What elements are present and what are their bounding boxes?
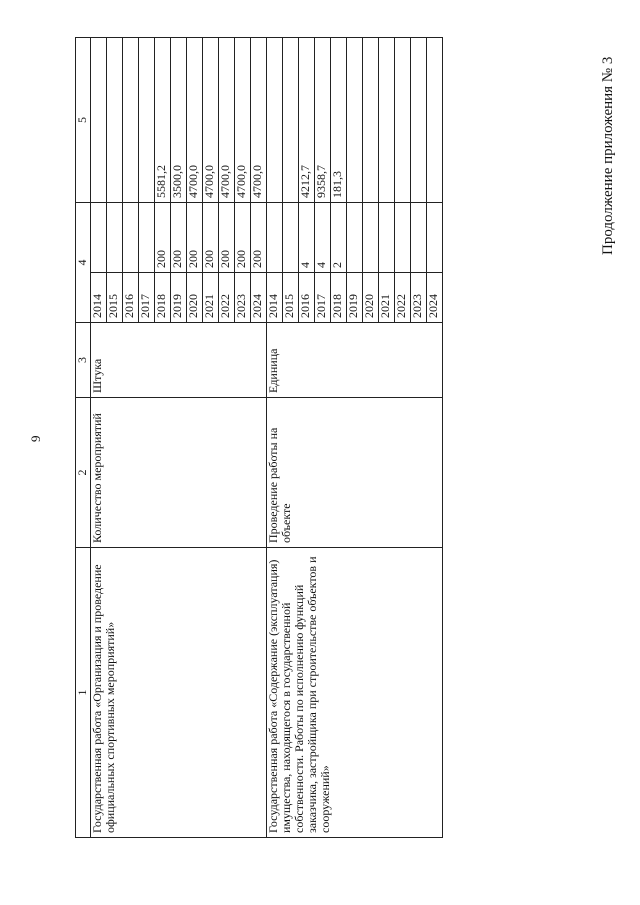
value-cell [347, 203, 363, 273]
year-cell: 2019 [347, 273, 363, 323]
year-cell: 2020 [363, 273, 379, 323]
data-table [75, 37, 443, 838]
amount-cell [347, 38, 363, 203]
year-cell: 2022 [395, 273, 411, 323]
table-row [267, 38, 283, 838]
value-cell: 200 [171, 203, 187, 273]
value-cell: 200 [155, 203, 171, 273]
appendix-caption: Продолжение приложения № 3 [600, 56, 616, 255]
year-cell: 2016 [123, 273, 139, 323]
header-col-2: 2 [76, 398, 91, 548]
amount-cell [427, 38, 443, 203]
year-cell: 2023 [235, 273, 251, 323]
year-cell: 2020 [187, 273, 203, 323]
amount-cell: 5581,2 [155, 38, 171, 203]
work-name-cell: Государственная работа «Организация и проведение официальных спортивных мероприятий» [91, 548, 267, 838]
value-cell [427, 203, 443, 273]
year-cell: 2017 [315, 273, 331, 323]
year-cell: 2015 [283, 273, 299, 323]
year-cell: 2022 [219, 273, 235, 323]
value-cell [139, 203, 155, 273]
year-cell: 2021 [203, 273, 219, 323]
value-cell [123, 203, 139, 273]
amount-cell [107, 38, 123, 203]
value-cell: 200 [203, 203, 219, 273]
value-cell: 200 [187, 203, 203, 273]
amount-cell [379, 38, 395, 203]
header-col-5: 5 [76, 38, 91, 203]
value-cell [395, 203, 411, 273]
rotated-table-sheet [75, 38, 570, 838]
value-cell [283, 203, 299, 273]
value-cell [411, 203, 427, 273]
year-cell: 2014 [267, 273, 283, 323]
year-cell: 2019 [171, 273, 187, 323]
header-col-4: 4 [76, 203, 91, 323]
amount-cell: 4700,0 [235, 38, 251, 203]
year-cell: 2021 [379, 273, 395, 323]
year-cell: 2024 [251, 273, 267, 323]
year-cell: 2024 [427, 273, 443, 323]
amount-cell: 4700,0 [203, 38, 219, 203]
unit-cell: Единица [267, 323, 443, 398]
value-cell [267, 203, 283, 273]
value-cell [379, 203, 395, 273]
table-row [91, 38, 107, 838]
page-number: 9 [28, 435, 43, 442]
value-cell: 200 [219, 203, 235, 273]
value-cell: 200 [251, 203, 267, 273]
amount-cell [267, 38, 283, 203]
year-cell: 2014 [91, 273, 107, 323]
work-name-cell: Государственная работа «Содержание (эксплуатация) имущества, находящегося в государственной собственности. Работы по исполнению функций заказчика, застройщика при строительстве объектов и сооружений» [267, 548, 443, 838]
value-cell: 200 [235, 203, 251, 273]
amount-cell [123, 38, 139, 203]
year-cell: 2017 [139, 273, 155, 323]
amount-cell [395, 38, 411, 203]
year-cell: 2018 [155, 273, 171, 323]
value-cell [91, 203, 107, 273]
amount-cell: 3500,0 [171, 38, 187, 203]
year-cell: 2023 [411, 273, 427, 323]
header-col-1: 1 [76, 548, 91, 838]
amount-cell [363, 38, 379, 203]
amount-cell: 4212,7 [299, 38, 315, 203]
amount-cell [91, 38, 107, 203]
amount-cell [139, 38, 155, 203]
value-cell: 2 [331, 203, 347, 273]
value-cell [107, 203, 123, 273]
amount-cell: 9358,7 [315, 38, 331, 203]
indicator-cell: Проведение работы на объекте [267, 398, 443, 548]
amount-cell: 4700,0 [251, 38, 267, 203]
year-cell: 2015 [107, 273, 123, 323]
year-cell: 2018 [331, 273, 347, 323]
header-row [76, 38, 91, 838]
amount-cell: 4700,0 [219, 38, 235, 203]
amount-cell: 4700,0 [187, 38, 203, 203]
year-cell: 2016 [299, 273, 315, 323]
value-cell: 4 [315, 203, 331, 273]
indicator-cell: Количество мероприятий [91, 398, 267, 548]
amount-cell [283, 38, 299, 203]
header-col-3: 3 [76, 323, 91, 398]
value-cell: 4 [299, 203, 315, 273]
amount-cell: 181,3 [331, 38, 347, 203]
amount-cell [411, 38, 427, 203]
unit-cell: Штука [91, 323, 267, 398]
value-cell [363, 203, 379, 273]
